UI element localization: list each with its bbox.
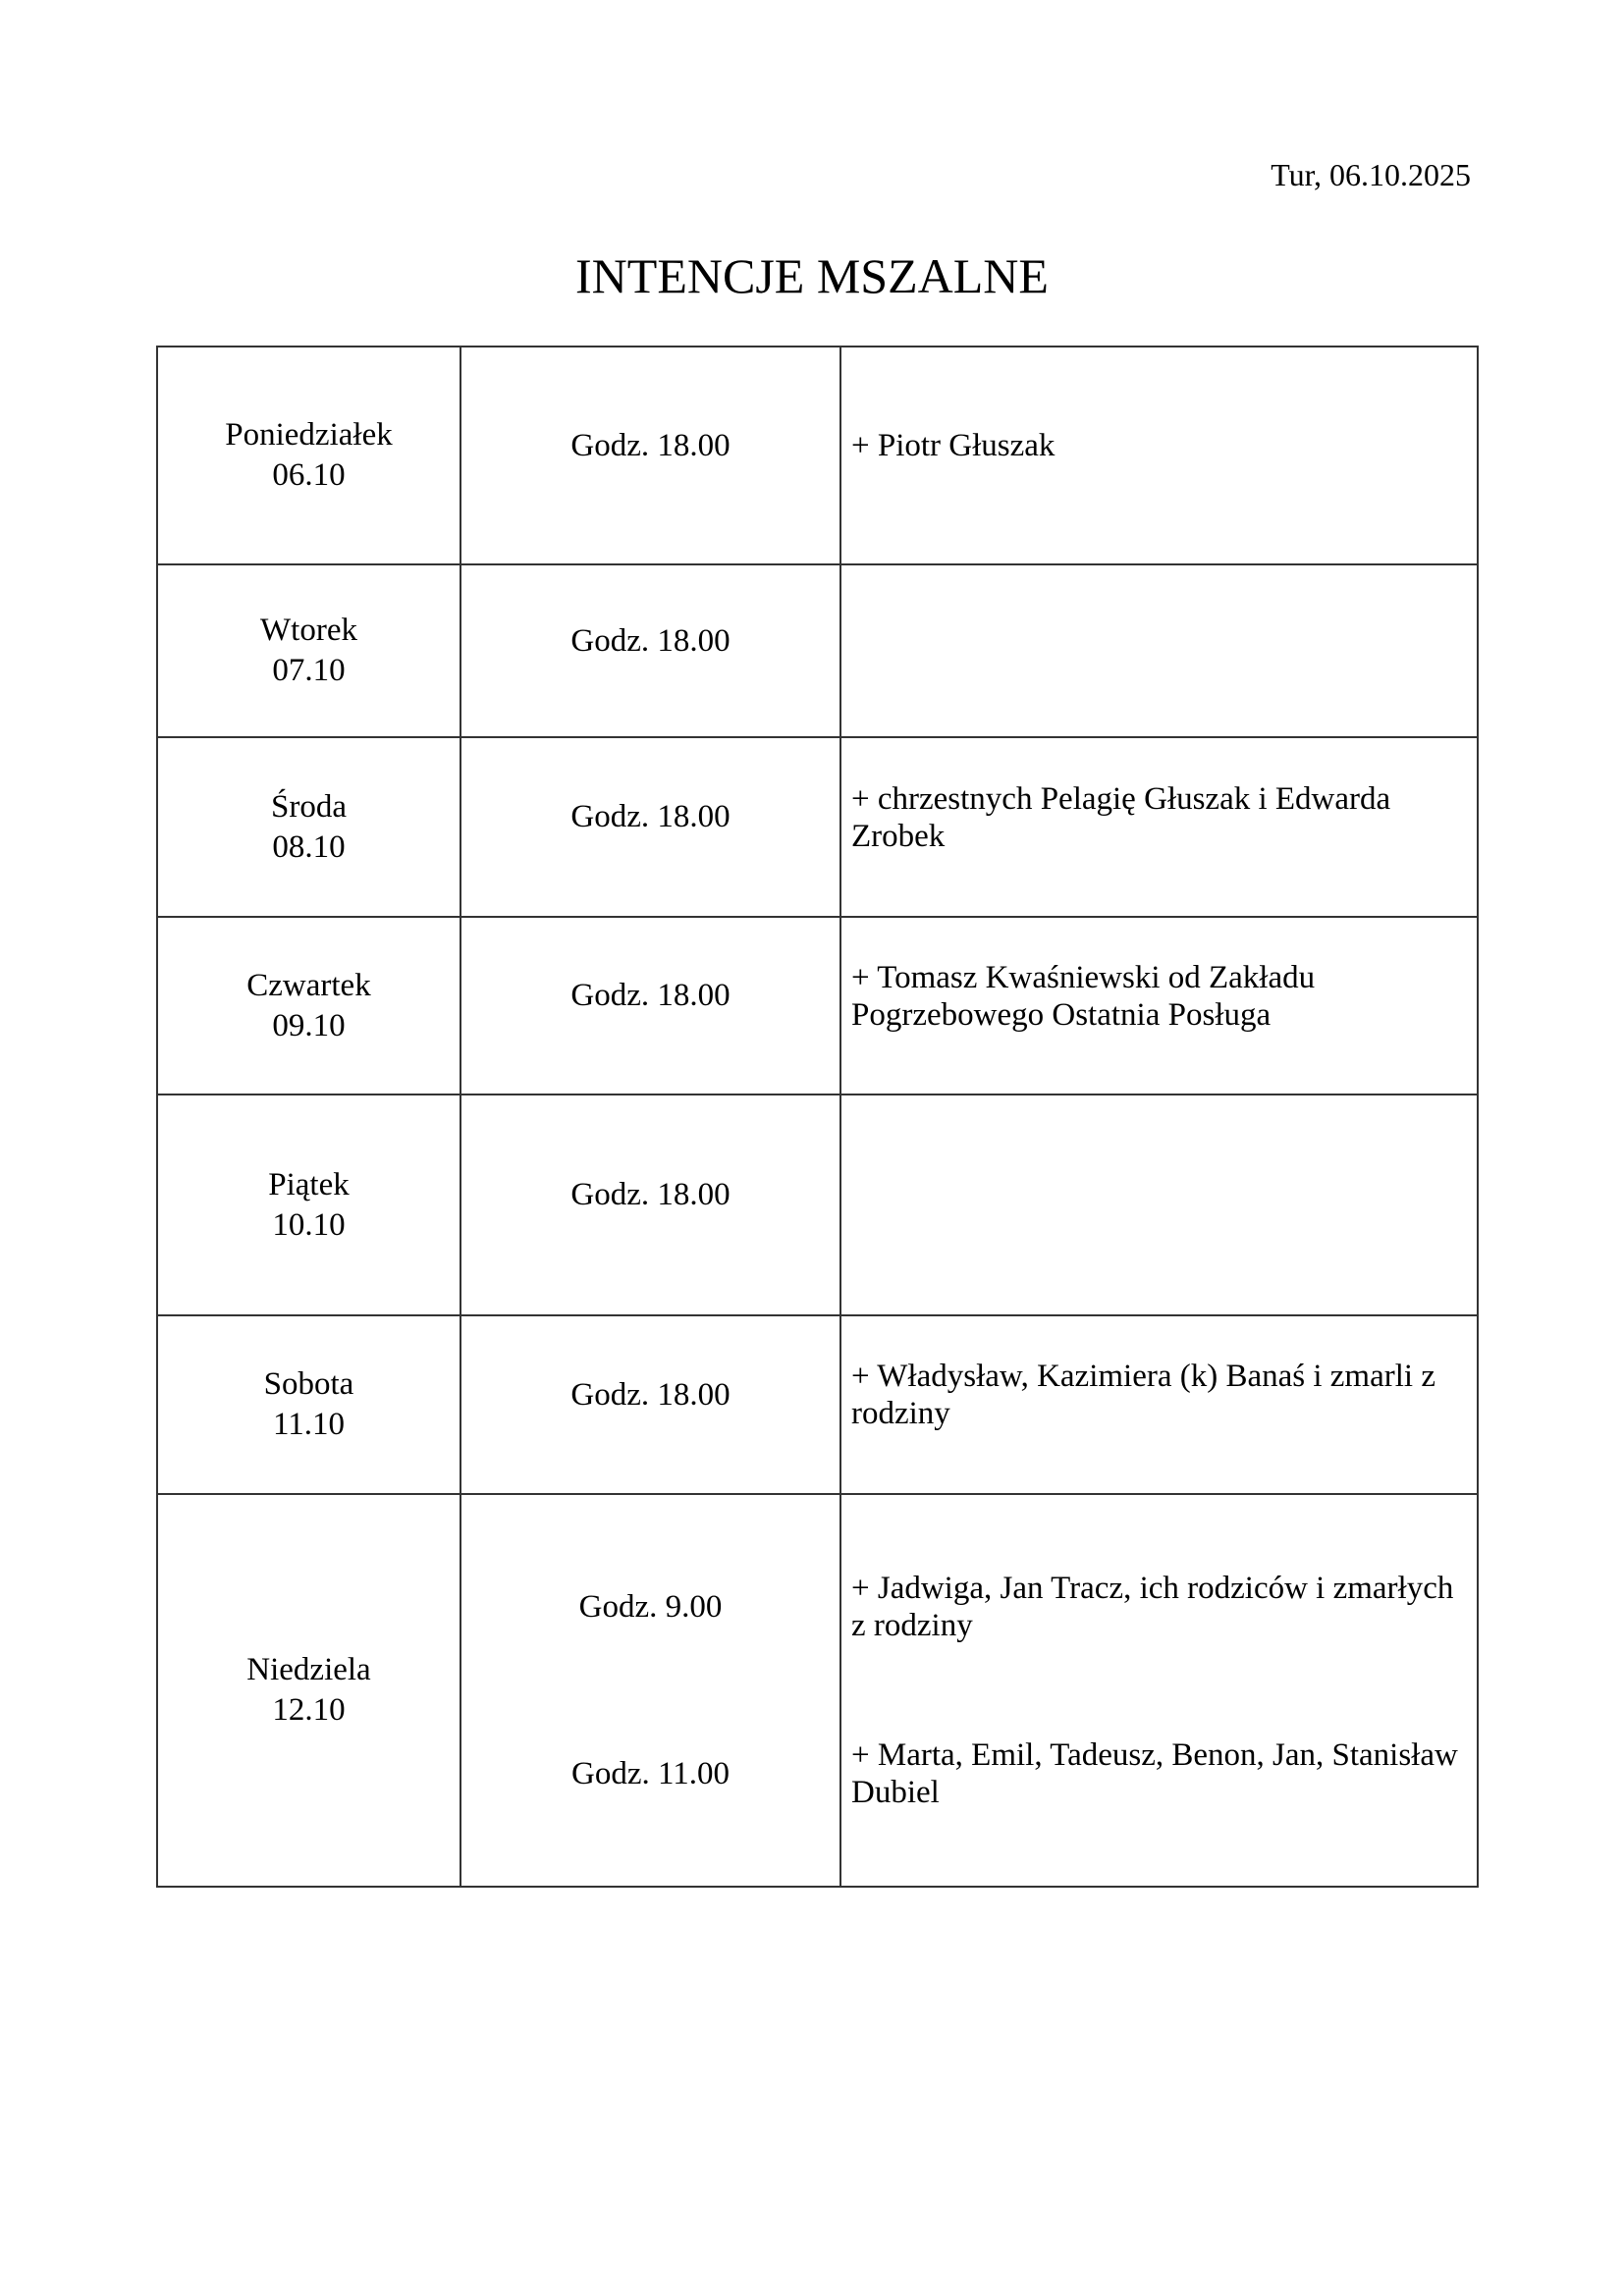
day-name: Piątek	[268, 1166, 350, 1202]
table-row	[157, 1315, 1478, 1494]
table-row	[157, 737, 1478, 917]
table-row	[157, 564, 1478, 737]
day-cell	[157, 347, 460, 564]
time-cell	[460, 1315, 840, 1494]
day-cell	[157, 917, 460, 1095]
day-date: 08.10	[272, 828, 346, 865]
mass-intention: + chrzestnych Pelagię Głuszak i Edwarda Zrobek	[851, 780, 1391, 854]
day-date: 10.10	[272, 1206, 346, 1243]
day-name: Niedziela	[246, 1652, 371, 1687]
intention-cell	[840, 564, 1478, 737]
time-cell	[460, 917, 840, 1095]
day-date: 06.10	[272, 457, 346, 493]
day-name: Czwartek	[246, 967, 371, 1003]
mass-intention: + Piotr Głuszak	[851, 428, 1056, 463]
mass-time: Godz. 18.00	[570, 1177, 731, 1212]
table-row	[157, 1095, 1478, 1315]
day-name: Środa	[271, 788, 347, 825]
intention-cell	[840, 737, 1478, 917]
day-cell	[157, 737, 460, 917]
time-cell	[460, 1494, 840, 1887]
day-name: Poniedziałek	[225, 417, 393, 453]
day-date: 09.10	[272, 1007, 346, 1043]
document-date: Tur, 06.10.2025	[1271, 157, 1471, 192]
day-cell	[157, 1095, 460, 1315]
time-cell	[460, 347, 840, 564]
mass-time: Godz. 18.00	[570, 799, 731, 834]
document-title: INTENCJE MSZALNE	[575, 248, 1049, 303]
day-name: Wtorek	[260, 613, 357, 648]
mass-time: Godz. 11.00	[570, 1755, 730, 1791]
mass-time: Godz. 18.00	[570, 427, 731, 463]
day-cell	[157, 564, 460, 737]
mass-intention: + Tomasz Kwaśniewski od Zakładu Pogrzebowego Ostatnia Posługa	[851, 959, 1316, 1033]
mass-time: Godz. 18.00	[570, 978, 731, 1013]
mass-intention: + Jadwiga, Jan Tracz, ich rodziców i zmarłych z rodziny	[851, 1571, 1454, 1643]
mass-intention: + Marta, Emil, Tadeusz, Benon, Jan, Stanisław Dubiel	[851, 1737, 1458, 1810]
intention-cell	[840, 1095, 1478, 1315]
mass-time: Godz. 9.00	[578, 1588, 723, 1625]
day-date: 11.10	[272, 1407, 346, 1442]
time-cell	[460, 1095, 840, 1315]
time-cell	[460, 564, 840, 737]
table-row	[157, 917, 1478, 1095]
table-row	[157, 1494, 1478, 1887]
intention-cell	[840, 917, 1478, 1095]
mass-time: Godz. 18.00	[570, 622, 731, 659]
table-row	[157, 347, 1478, 564]
day-date: 07.10	[272, 653, 346, 688]
intention-cell	[840, 347, 1478, 564]
day-name: Sobota	[263, 1366, 354, 1402]
intentions-table	[156, 346, 1479, 1888]
day-date: 12.10	[272, 1692, 346, 1728]
mass-time: Godz. 18.00	[570, 1376, 731, 1413]
mass-intention: + Władysław, Kazimiera (k) Banaś i zmarli z rodziny	[851, 1359, 1435, 1431]
day-cell	[157, 1315, 460, 1494]
time-cell	[460, 737, 840, 917]
day-cell	[157, 1494, 460, 1887]
intention-cell	[840, 1494, 1478, 1887]
intention-cell	[840, 1315, 1478, 1494]
